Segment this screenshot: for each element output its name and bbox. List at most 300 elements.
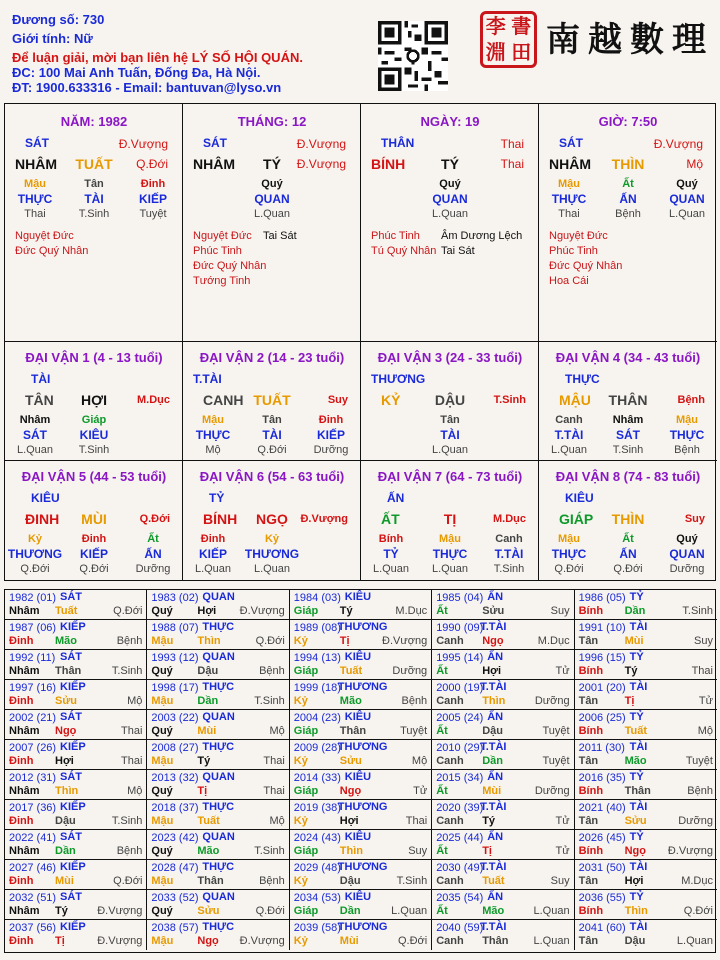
star-item: Âm Dương Lệch bbox=[441, 230, 523, 242]
year-god: THƯƠNG bbox=[337, 621, 388, 633]
pillar-phase-top: Đ.Vượng bbox=[653, 137, 703, 151]
year-label: 2014 (33) bbox=[293, 772, 341, 784]
year-stem: Giáp bbox=[293, 665, 319, 677]
dai-van-god: THỰC bbox=[565, 372, 600, 386]
hidden-stem: Nhâm bbox=[19, 414, 51, 426]
year-god: TỶ bbox=[629, 591, 644, 603]
dai-van-god: T.TÀI bbox=[193, 372, 222, 386]
year-god: THƯƠNG bbox=[337, 801, 388, 813]
year-label: 2023 (42) bbox=[151, 832, 199, 844]
year-stem: Nhâm bbox=[9, 665, 40, 677]
year-god: TÀI bbox=[629, 861, 648, 873]
hidden-god: SÁT bbox=[616, 428, 640, 442]
year-branch: Dậu bbox=[624, 935, 646, 947]
hidden-stem: Kỷ bbox=[264, 533, 280, 545]
hidden-god: QUAN bbox=[254, 192, 290, 206]
year-god: THỰC bbox=[202, 801, 235, 813]
year-branch: Sửu bbox=[339, 755, 362, 767]
year-branch: Ngọ bbox=[55, 725, 77, 737]
pillar-cell bbox=[183, 104, 361, 342]
year-phase: M.Dục bbox=[537, 635, 570, 647]
year-branch: Mão bbox=[624, 755, 647, 767]
hidden-god: KIẾP bbox=[316, 428, 346, 442]
year-cell bbox=[575, 620, 717, 650]
year-god: T.TÀI bbox=[480, 801, 507, 813]
hidden-phase: L.Quan bbox=[431, 563, 469, 575]
seal-char: 書 bbox=[511, 14, 532, 38]
hidden-god: T.TÀI bbox=[494, 547, 524, 561]
year-god: KIÊU bbox=[344, 651, 372, 663]
hidden-phase: T.Sinh bbox=[78, 444, 110, 456]
stars-left bbox=[371, 229, 436, 259]
hidden-stem: Nhâm bbox=[612, 414, 644, 426]
year-phase: Bệnh bbox=[116, 635, 143, 647]
hidden-phase: Bệnh bbox=[615, 208, 641, 220]
year-stem: Nhâm bbox=[9, 725, 40, 737]
year-branch: Hợi bbox=[55, 755, 74, 767]
year-stem: Kỷ bbox=[293, 635, 308, 647]
pillar-branch: THÌN bbox=[611, 156, 645, 172]
dai-van-stem: KỶ bbox=[381, 392, 401, 408]
year-cell bbox=[5, 770, 147, 800]
hidden-stem: Mậu bbox=[24, 178, 46, 190]
year-god: T.TÀI bbox=[480, 741, 507, 753]
year-god: KIÊU bbox=[344, 591, 372, 603]
year-label: 2017 (36) bbox=[9, 802, 57, 814]
year-branch: Mão bbox=[482, 905, 505, 917]
year-label: 1986 (05) bbox=[578, 592, 626, 604]
brand-logo-text: 南越數理 bbox=[546, 20, 714, 60]
year-label: 1989 (08) bbox=[293, 622, 341, 634]
hidden-phase: Dưỡng bbox=[669, 563, 705, 575]
year-cell bbox=[5, 920, 147, 950]
year-label: 2013 (32) bbox=[151, 772, 199, 784]
year-branch: Thìn bbox=[624, 905, 648, 917]
year-phase: Suy bbox=[550, 605, 570, 617]
year-label: 1990 (09) bbox=[436, 622, 484, 634]
year-branch: Dậu bbox=[339, 875, 361, 887]
year-stem: Tân bbox=[578, 755, 599, 767]
year-label: 1999 (18) bbox=[293, 682, 341, 694]
year-branch: Thìn bbox=[55, 785, 79, 797]
dai-van-title: ĐẠI VẬN 3 (24 - 33 tuổi) bbox=[377, 350, 523, 365]
year-cell bbox=[290, 680, 432, 710]
year-branch: Thân bbox=[55, 665, 82, 677]
year-label: 2029 (48) bbox=[293, 862, 341, 874]
year-branch: Dậu bbox=[482, 725, 503, 737]
year-phase: Mộ bbox=[127, 785, 143, 797]
year-god: QUAN bbox=[202, 891, 235, 903]
year-god: SÁT bbox=[60, 771, 82, 783]
hidden-stem: Mậu bbox=[558, 533, 580, 545]
year-phase: Q.Đới bbox=[255, 905, 285, 917]
year-branch: Ngọ bbox=[339, 785, 362, 797]
hidden-god: THỰC bbox=[551, 192, 587, 206]
year-cell bbox=[432, 890, 574, 920]
year-cell bbox=[290, 740, 432, 770]
year-label: 2033 (52) bbox=[151, 892, 199, 904]
year-god: THƯƠNG bbox=[337, 861, 388, 873]
dai-van-phase: Bệnh bbox=[677, 394, 705, 406]
star-item: Đức Quý Nhân bbox=[193, 260, 267, 272]
year-label: 1996 (15) bbox=[578, 652, 626, 664]
pillar-title: THÁNG: 12 bbox=[237, 114, 307, 129]
year-god: TÀI bbox=[629, 801, 648, 813]
year-label: 2018 (37) bbox=[151, 802, 199, 814]
hidden-god: THỰC bbox=[17, 192, 53, 206]
year-cell bbox=[432, 740, 574, 770]
year-label: 1988 (07) bbox=[151, 622, 199, 634]
hidden-stem: Bính bbox=[378, 533, 404, 545]
year-god: ẤN bbox=[487, 891, 504, 903]
year-branch: Sửu bbox=[624, 815, 647, 827]
year-stem: Đinh bbox=[9, 875, 34, 887]
year-label: 2034 (53) bbox=[293, 892, 341, 904]
year-phase: Đ.Vượng bbox=[239, 935, 285, 947]
year-cell bbox=[147, 620, 289, 650]
year-god: KIẾP bbox=[60, 861, 86, 873]
year-cell bbox=[575, 740, 717, 770]
year-label: 2035 (54) bbox=[436, 892, 484, 904]
hidden-phase: Q.Đới bbox=[257, 444, 287, 456]
year-phase: Tuyệt bbox=[542, 755, 570, 767]
hidden-stem: Giáp bbox=[81, 414, 107, 426]
dai-van-title: ĐẠI VẬN 8 (74 - 83 tuổi) bbox=[555, 469, 701, 484]
dai-van-cell bbox=[361, 461, 539, 580]
year-branch: Thân bbox=[624, 785, 651, 797]
pillar-stem: NHÂM bbox=[193, 156, 235, 172]
year-stem: Nhâm bbox=[9, 845, 40, 857]
year-stem: Quý bbox=[151, 785, 173, 797]
stars-left bbox=[549, 229, 622, 289]
year-stem: Ất bbox=[436, 785, 448, 797]
year-label: 1984 (03) bbox=[293, 592, 341, 604]
hidden-god: TỶ bbox=[383, 547, 399, 561]
dai-van-stem: ẤT bbox=[381, 511, 400, 527]
dai-van-stem: ĐINH bbox=[25, 511, 60, 527]
dai-van-god: TÀI bbox=[31, 372, 51, 386]
year-cell bbox=[432, 590, 574, 620]
hidden-stem: Canh bbox=[555, 414, 583, 426]
year-label: 2026 (45) bbox=[578, 832, 626, 844]
year-label: 2025 (44) bbox=[436, 832, 484, 844]
hidden-phase: L.Quan bbox=[550, 444, 588, 456]
star-item: Đức Quý Nhân bbox=[549, 260, 623, 272]
year-branch: Tị bbox=[339, 635, 350, 647]
year-stem: Đinh bbox=[9, 635, 34, 647]
hidden-god: QUAN bbox=[669, 547, 705, 561]
year-branch: Ngọ bbox=[624, 845, 646, 857]
dai-van-cell bbox=[361, 342, 539, 461]
dai-van-title: ĐẠI VẬN 6 (54 - 63 tuổi) bbox=[199, 469, 345, 484]
hidden-stem: Ất bbox=[622, 178, 634, 190]
year-cell bbox=[147, 650, 289, 680]
hidden-god: TÀI bbox=[440, 428, 460, 442]
hidden-stem: Đinh bbox=[200, 533, 226, 545]
year-stem: Tân bbox=[578, 635, 599, 647]
hidden-phase: L.Quan bbox=[253, 563, 291, 575]
year-label: 2016 (35) bbox=[578, 772, 626, 784]
dai-van-branch: TUẤT bbox=[253, 392, 291, 408]
pillar-title: GIỜ: 7:50 bbox=[598, 114, 658, 129]
year-branch: Dần bbox=[482, 755, 503, 767]
year-phase: Dưỡng bbox=[534, 695, 570, 707]
year-label: 2031 (50) bbox=[578, 862, 626, 874]
dai-van-title: ĐẠI VẬN 5 (44 - 53 tuổi) bbox=[21, 469, 167, 484]
year-branch: Sửu bbox=[482, 605, 505, 617]
year-cell bbox=[290, 800, 432, 830]
year-phase: Q.Đới bbox=[255, 635, 285, 647]
year-branch: Dần bbox=[55, 845, 76, 857]
hidden-phase: L.Quan bbox=[431, 208, 469, 220]
pillar-phase-top: Đ.Vượng bbox=[118, 137, 168, 151]
hidden-phase: Q.Đới bbox=[20, 563, 50, 575]
dai-van-cell bbox=[539, 342, 717, 461]
year-stem: Canh bbox=[436, 815, 464, 827]
year-phase: L.Quan bbox=[533, 905, 570, 917]
hidden-stem: Quý bbox=[676, 178, 698, 190]
year-god: SÁT bbox=[60, 891, 82, 903]
year-god: TÀI bbox=[629, 621, 648, 633]
dai-van-stem: CANH bbox=[203, 392, 244, 408]
year-god: TỶ bbox=[629, 771, 644, 783]
year-cell bbox=[432, 770, 574, 800]
year-phase: T.Sinh bbox=[111, 815, 143, 827]
year-branch: Hợi bbox=[624, 875, 644, 887]
year-branch: Ngọ bbox=[482, 635, 504, 647]
pillar-cell bbox=[539, 104, 717, 342]
year-phase: T.Sinh bbox=[682, 605, 713, 617]
year-stem: Bính bbox=[578, 605, 604, 617]
year-cell bbox=[432, 620, 574, 650]
pillar-phase-top: Thai bbox=[500, 137, 524, 151]
year-cell bbox=[147, 860, 289, 890]
year-phase: Mộ bbox=[411, 755, 428, 767]
star-item: Tai Sát bbox=[441, 245, 475, 257]
hidden-god: THỰC bbox=[432, 547, 468, 561]
year-label: 2008 (27) bbox=[151, 742, 199, 754]
pillar-branch: TUẤT bbox=[75, 156, 113, 172]
year-branch: Dậu bbox=[197, 665, 219, 677]
year-branch: Tuất bbox=[197, 815, 220, 827]
stars-left bbox=[193, 229, 266, 289]
year-stem: Quý bbox=[151, 665, 173, 677]
year-god: TỶ bbox=[629, 891, 644, 903]
hidden-stem: Tân bbox=[262, 414, 282, 426]
year-label: 2012 (31) bbox=[9, 772, 57, 784]
red-seal-stamp bbox=[480, 11, 537, 68]
year-branch: Mùi bbox=[197, 725, 217, 737]
year-god: SÁT bbox=[60, 591, 82, 603]
year-branch: Tị bbox=[55, 935, 65, 947]
year-cell bbox=[5, 740, 147, 770]
pillar-branch: TÝ bbox=[441, 156, 459, 172]
year-branch: Mão bbox=[339, 695, 362, 707]
year-stem: Mậu bbox=[151, 635, 174, 647]
year-phase: Tử bbox=[555, 845, 570, 857]
hidden-god: KIẾP bbox=[198, 547, 228, 561]
year-phase: Thai bbox=[120, 725, 143, 737]
year-phase: Đ.Vượng bbox=[382, 635, 428, 647]
year-branch: Thân bbox=[197, 875, 224, 887]
year-phase: Mộ bbox=[697, 725, 713, 737]
dai-van-branch: THÂN bbox=[608, 392, 648, 408]
year-phase: L.Quan bbox=[676, 935, 713, 947]
year-phase: Dưỡng bbox=[392, 665, 428, 677]
year-branch: Thân bbox=[482, 935, 509, 947]
year-stem: Mậu bbox=[151, 875, 174, 887]
hidden-god: QUAN bbox=[432, 192, 468, 206]
year-stem: Canh bbox=[436, 695, 464, 707]
address: ĐC: 100 Mai Anh Tuấn, Đống Đa, Hà Nội. bbox=[12, 65, 261, 80]
year-god: SÁT bbox=[60, 711, 82, 723]
year-stem: Quý bbox=[151, 845, 173, 857]
hidden-phase: Q.Đới bbox=[613, 563, 643, 575]
dai-van-cell bbox=[183, 342, 361, 461]
hidden-stem: Ất bbox=[622, 533, 634, 545]
year-label: 2028 (47) bbox=[151, 862, 199, 874]
dai-van-cell bbox=[5, 461, 183, 580]
hidden-phase: Thai bbox=[24, 208, 46, 220]
year-god: TÀI bbox=[629, 921, 648, 933]
star-item: Phúc Tinh bbox=[549, 245, 598, 257]
year-stem: Quý bbox=[151, 905, 173, 917]
year-cell bbox=[290, 770, 432, 800]
pillar-phase-top: Đ.Vượng bbox=[296, 137, 346, 151]
year-branch: Thìn bbox=[482, 695, 506, 707]
dai-van-title: ĐẠI VẬN 1 (4 - 13 tuổi) bbox=[25, 350, 163, 365]
year-god: T.TÀI bbox=[480, 681, 507, 693]
year-label: 2019 (38) bbox=[293, 802, 341, 814]
year-label: 2039 (58) bbox=[293, 922, 341, 934]
year-stem: Tân bbox=[578, 815, 599, 827]
year-branch: Ngọ bbox=[197, 935, 219, 947]
year-stem: Bính bbox=[578, 665, 604, 677]
hidden-phase: L.Quan bbox=[668, 208, 706, 220]
year-stem: Quý bbox=[151, 605, 173, 617]
year-cell bbox=[575, 710, 717, 740]
year-phase: Tuyệt bbox=[685, 755, 713, 767]
year-stem: Ất bbox=[436, 845, 448, 857]
year-god: ẤN bbox=[487, 771, 504, 783]
year-stem: Kỷ bbox=[293, 695, 308, 707]
year-phase: Thai bbox=[691, 665, 713, 677]
year-label: 2032 (51) bbox=[9, 892, 57, 904]
year-branch: Thìn bbox=[339, 845, 364, 857]
year-label: 2009 (28) bbox=[293, 742, 341, 754]
year-phase: Đ.Vượng bbox=[97, 935, 143, 947]
hidden-god: QUAN bbox=[669, 192, 705, 206]
year-god: KIÊU bbox=[344, 891, 372, 903]
year-cell bbox=[575, 830, 717, 860]
hidden-phase: L.Quan bbox=[372, 563, 410, 575]
dai-van-title: ĐẠI VẬN 7 (64 - 73 tuổi) bbox=[377, 469, 523, 484]
year-label: 2007 (26) bbox=[9, 742, 57, 754]
year-stem: Mậu bbox=[151, 815, 174, 827]
year-stem: Đinh bbox=[9, 695, 34, 707]
star-item: Tú Quý Nhân bbox=[371, 245, 437, 257]
year-label: 2036 (55) bbox=[578, 892, 626, 904]
year-branch: Hợi bbox=[197, 605, 217, 617]
star-item: Tướng Tinh bbox=[193, 275, 251, 287]
year-god: TỶ bbox=[629, 711, 644, 723]
year-label: 2022 (41) bbox=[9, 832, 57, 844]
qr-code bbox=[378, 21, 448, 91]
pillar-stem: NHÂM bbox=[15, 156, 57, 172]
year-phase: Dưỡng bbox=[534, 785, 570, 797]
year-phase: Q.Đới bbox=[113, 875, 143, 887]
year-phase: Tử bbox=[698, 695, 713, 707]
year-stem: Bính bbox=[578, 785, 604, 797]
pillar-phase: Q.Đới bbox=[136, 157, 168, 171]
year-cell bbox=[147, 920, 289, 950]
year-cell bbox=[575, 800, 717, 830]
dai-van-god: TỶ bbox=[209, 491, 225, 505]
year-phase: T.Sinh bbox=[396, 875, 428, 887]
year-phase: Suy bbox=[408, 845, 428, 857]
year-phase: Bệnh bbox=[116, 845, 143, 857]
star-item: Phúc Tinh bbox=[371, 230, 420, 242]
year-cell bbox=[290, 860, 432, 890]
year-god: SÁT bbox=[60, 651, 82, 663]
year-god: SÁT bbox=[60, 831, 82, 843]
dai-van-phase: M.Dục bbox=[493, 513, 526, 525]
dai-van-god: KIÊU bbox=[31, 491, 60, 505]
year-stem: Đinh bbox=[9, 755, 34, 767]
year-god: ẤN bbox=[487, 831, 504, 843]
year-stem: Bính bbox=[578, 725, 604, 737]
year-phase: Bệnh bbox=[259, 665, 285, 677]
seal-char: 淵 bbox=[485, 39, 506, 64]
pillar-stem: BÍNH bbox=[371, 156, 406, 172]
year-label: 2006 (25) bbox=[578, 712, 626, 724]
year-god: KIẾP bbox=[60, 801, 86, 813]
year-branch: Mão bbox=[55, 635, 77, 647]
year-god: THỰC bbox=[202, 621, 235, 633]
dai-van-stem: MẬU bbox=[559, 392, 591, 408]
year-stem: Nhâm bbox=[9, 605, 40, 617]
year-cell bbox=[147, 710, 289, 740]
year-cell bbox=[432, 710, 574, 740]
hidden-god: KIÊU bbox=[79, 428, 109, 442]
hidden-god: ẤN bbox=[619, 192, 637, 206]
year-cell bbox=[147, 890, 289, 920]
hidden-god: THỰC bbox=[551, 547, 587, 561]
year-cell bbox=[432, 800, 574, 830]
year-label: 1985 (04) bbox=[436, 592, 484, 604]
year-label: 2000 (19) bbox=[436, 682, 484, 694]
year-stem: Giáp bbox=[293, 605, 319, 617]
year-stem: Canh bbox=[436, 755, 464, 767]
year-label: 2041 (60) bbox=[578, 922, 626, 934]
hidden-stem: Đinh bbox=[81, 533, 107, 545]
year-god: THỰC bbox=[202, 921, 235, 933]
year-cell bbox=[5, 710, 147, 740]
year-god: THƯƠNG bbox=[337, 741, 388, 753]
year-branch: Dần bbox=[339, 905, 361, 917]
year-label: 1995 (14) bbox=[436, 652, 484, 664]
year-label: 1998 (17) bbox=[151, 682, 199, 694]
hidden-stem: Quý bbox=[261, 178, 283, 190]
pillar-phase: Đ.Vượng bbox=[296, 157, 346, 171]
phone-email: ĐT: 1900.633316 - Email: bantuvan@lyso.vn bbox=[12, 80, 282, 95]
dai-van-stem: GIÁP bbox=[559, 511, 594, 527]
year-stem: Kỷ bbox=[293, 815, 308, 827]
dai-van-phase: Đ.Vượng bbox=[300, 513, 348, 525]
year-label: 1991 (10) bbox=[578, 622, 626, 634]
year-branch: Tý bbox=[624, 665, 638, 677]
hidden-god: THỰC bbox=[195, 428, 231, 442]
